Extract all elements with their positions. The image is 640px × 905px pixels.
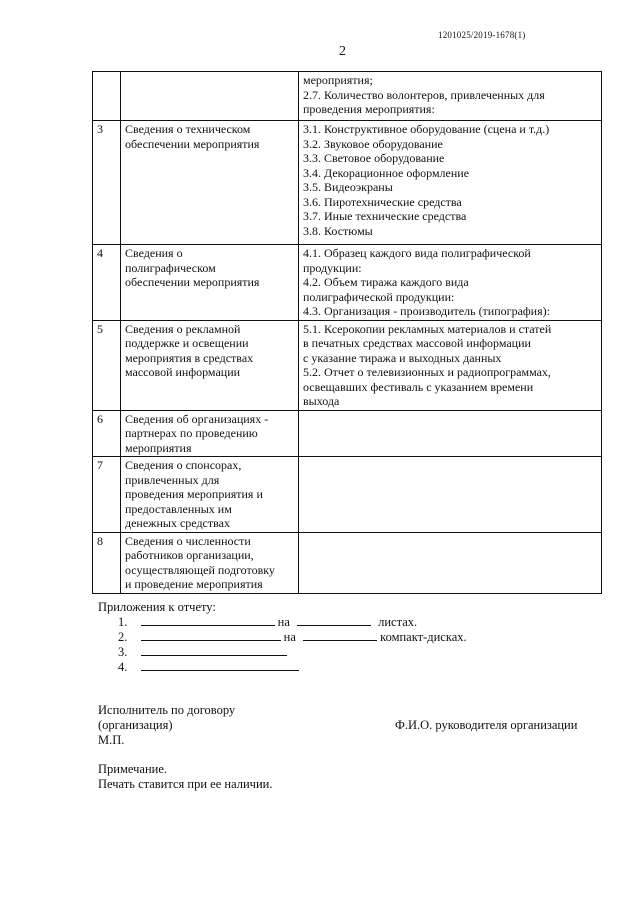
row-description-cell	[121, 245, 299, 321]
item-line: 3.1. Конструктивное оборудование (сцена и т.д.)	[303, 122, 550, 136]
row-items-cell	[299, 320, 602, 410]
table-row	[93, 121, 602, 245]
row-description-cell	[121, 121, 299, 245]
attachment-number: 3.	[118, 645, 128, 659]
description-line: массовой информации	[125, 365, 241, 379]
item-line: выхода	[303, 394, 340, 408]
row-description-cell	[121, 532, 299, 593]
description-line: Сведения о техническом	[125, 122, 251, 136]
item-line: 3.6. Пиротехнические средства	[303, 194, 462, 209]
row-number: 8	[97, 533, 103, 548]
row-number-cell	[93, 72, 121, 121]
item-line: 3.3. Световое оборудование	[303, 151, 445, 165]
row-number: 6	[97, 411, 103, 426]
seal-mark: М.П.	[98, 733, 125, 747]
item-line: 5.1. Ксерокопии рекламных материалов и статей	[303, 321, 552, 336]
description-line: партнерах по проведению	[125, 426, 258, 440]
row-number-cell	[93, 245, 121, 321]
attachment-row-3	[118, 644, 287, 660]
item-line: продукции:	[303, 260, 362, 275]
item-line: 3.4. Декорационное оформление	[303, 165, 470, 180]
attachment-count-blank	[303, 629, 377, 641]
attachment-blank	[141, 659, 299, 671]
item-line: 3.5. Видеоэкраны	[303, 180, 393, 194]
row-number-cell	[93, 457, 121, 533]
attachment-row-1	[118, 614, 417, 630]
item-line: 3.8. Костюмы	[303, 223, 373, 238]
row-description-cell	[121, 457, 299, 533]
item-line: полиграфической продукции:	[303, 289, 455, 304]
attachment-blank	[141, 614, 275, 626]
attachment-unit: листах.	[378, 615, 418, 629]
row-items-cell	[299, 72, 602, 121]
row-number-cell	[93, 121, 121, 245]
description-line: проведения мероприятия и	[125, 487, 263, 501]
description-line: мероприятия	[125, 440, 192, 455]
description-line: Сведения о спонсорах,	[125, 458, 242, 472]
item-line: 4.2. Объем тиража каждого вида	[303, 275, 469, 289]
row-number: 7	[97, 458, 103, 472]
row-description-cell	[121, 320, 299, 410]
description-line: Сведения об организациях -	[125, 411, 269, 426]
description-line: денежных средствах	[125, 516, 230, 530]
attachment-row-2	[118, 629, 467, 645]
row-number: 5	[97, 321, 103, 336]
description-line: осуществляющей подготовку	[125, 562, 275, 577]
attachment-count-blank	[297, 614, 371, 626]
description-line: Сведения о рекламной	[125, 321, 241, 336]
report-table	[92, 71, 602, 594]
description-line: предоставленных им	[125, 501, 232, 516]
note-title: Примечание.	[98, 762, 168, 776]
description-line: работников организации,	[125, 548, 254, 562]
attachment-blank	[141, 629, 281, 641]
item-line: 2.7. Количество волонтеров, привлеченных для	[303, 87, 545, 102]
table-row	[93, 410, 602, 457]
item-line: с указание тиража и выходных данных	[303, 350, 502, 365]
attachment-number: 2.	[118, 630, 128, 644]
description-line: поддержке и освещении	[125, 336, 249, 350]
head-fio-label: Ф.И.О. руководителя организации	[395, 718, 578, 732]
row-number-cell	[93, 532, 121, 593]
row-items-cell	[299, 245, 602, 321]
note-text: Печать ставится при ее наличии.	[98, 777, 273, 791]
attachment-number: 4.	[118, 660, 128, 674]
row-description-cell	[121, 410, 299, 457]
description-line: привлеченных для	[125, 472, 220, 487]
row-description-cell	[121, 72, 299, 121]
row-number-cell	[93, 320, 121, 410]
row-items-cell	[299, 457, 602, 533]
description-line: Сведения о	[125, 246, 183, 260]
item-line: 5.2. Отчет о телевизионных и радиопрограммах,	[303, 365, 551, 379]
item-line: 3.7. Иные технические средства	[303, 209, 467, 223]
table-row	[93, 532, 602, 593]
item-line: 3.2. Звуковое оборудование	[303, 136, 443, 151]
attachment-on-label: на	[277, 615, 290, 629]
item-line: в печатных средствах массовой информации	[303, 336, 531, 350]
description-line: и проведение мероприятия	[125, 577, 263, 591]
description-line: мероприятия в средствах	[125, 350, 254, 365]
description-line: обеспечении мероприятия	[125, 136, 260, 151]
row-number-cell	[93, 410, 121, 457]
description-line: полиграфическом	[125, 260, 216, 275]
table-row	[93, 320, 602, 410]
table-row	[93, 457, 602, 533]
document-number: 1201025/2019-1678(1)	[438, 30, 526, 40]
attachment-unit: компакт-дисках.	[380, 630, 467, 644]
table-row	[93, 72, 602, 121]
description-line: Сведения о численности	[125, 533, 251, 548]
attachment-on-label: на	[283, 630, 296, 644]
item-line: 4.3. Организация - производитель (типография):	[303, 304, 550, 318]
executor-label: Исполнитель по договору	[98, 703, 236, 717]
attachment-row-4	[118, 659, 299, 675]
row-items-cell	[299, 532, 602, 593]
attachments-title: Приложения к отчету:	[98, 600, 216, 614]
table-row	[93, 245, 602, 321]
attachment-blank	[141, 644, 287, 656]
page-number: 2	[339, 44, 346, 59]
attachment-number: 1.	[118, 615, 128, 629]
description-line: обеспечении мероприятия	[125, 275, 260, 289]
row-number: 3	[97, 122, 103, 136]
item-line: мероприятия;	[303, 73, 373, 87]
row-items-cell	[299, 121, 602, 245]
item-line: освещавших фестиваль с указанием времени	[303, 379, 534, 394]
row-items-cell	[299, 410, 602, 457]
item-line: 4.1. Образец каждого вида полиграфической	[303, 246, 531, 260]
item-line: проведения мероприятия:	[303, 102, 435, 116]
row-number: 4	[97, 246, 103, 260]
executor-org-label: (организация)	[98, 718, 173, 732]
